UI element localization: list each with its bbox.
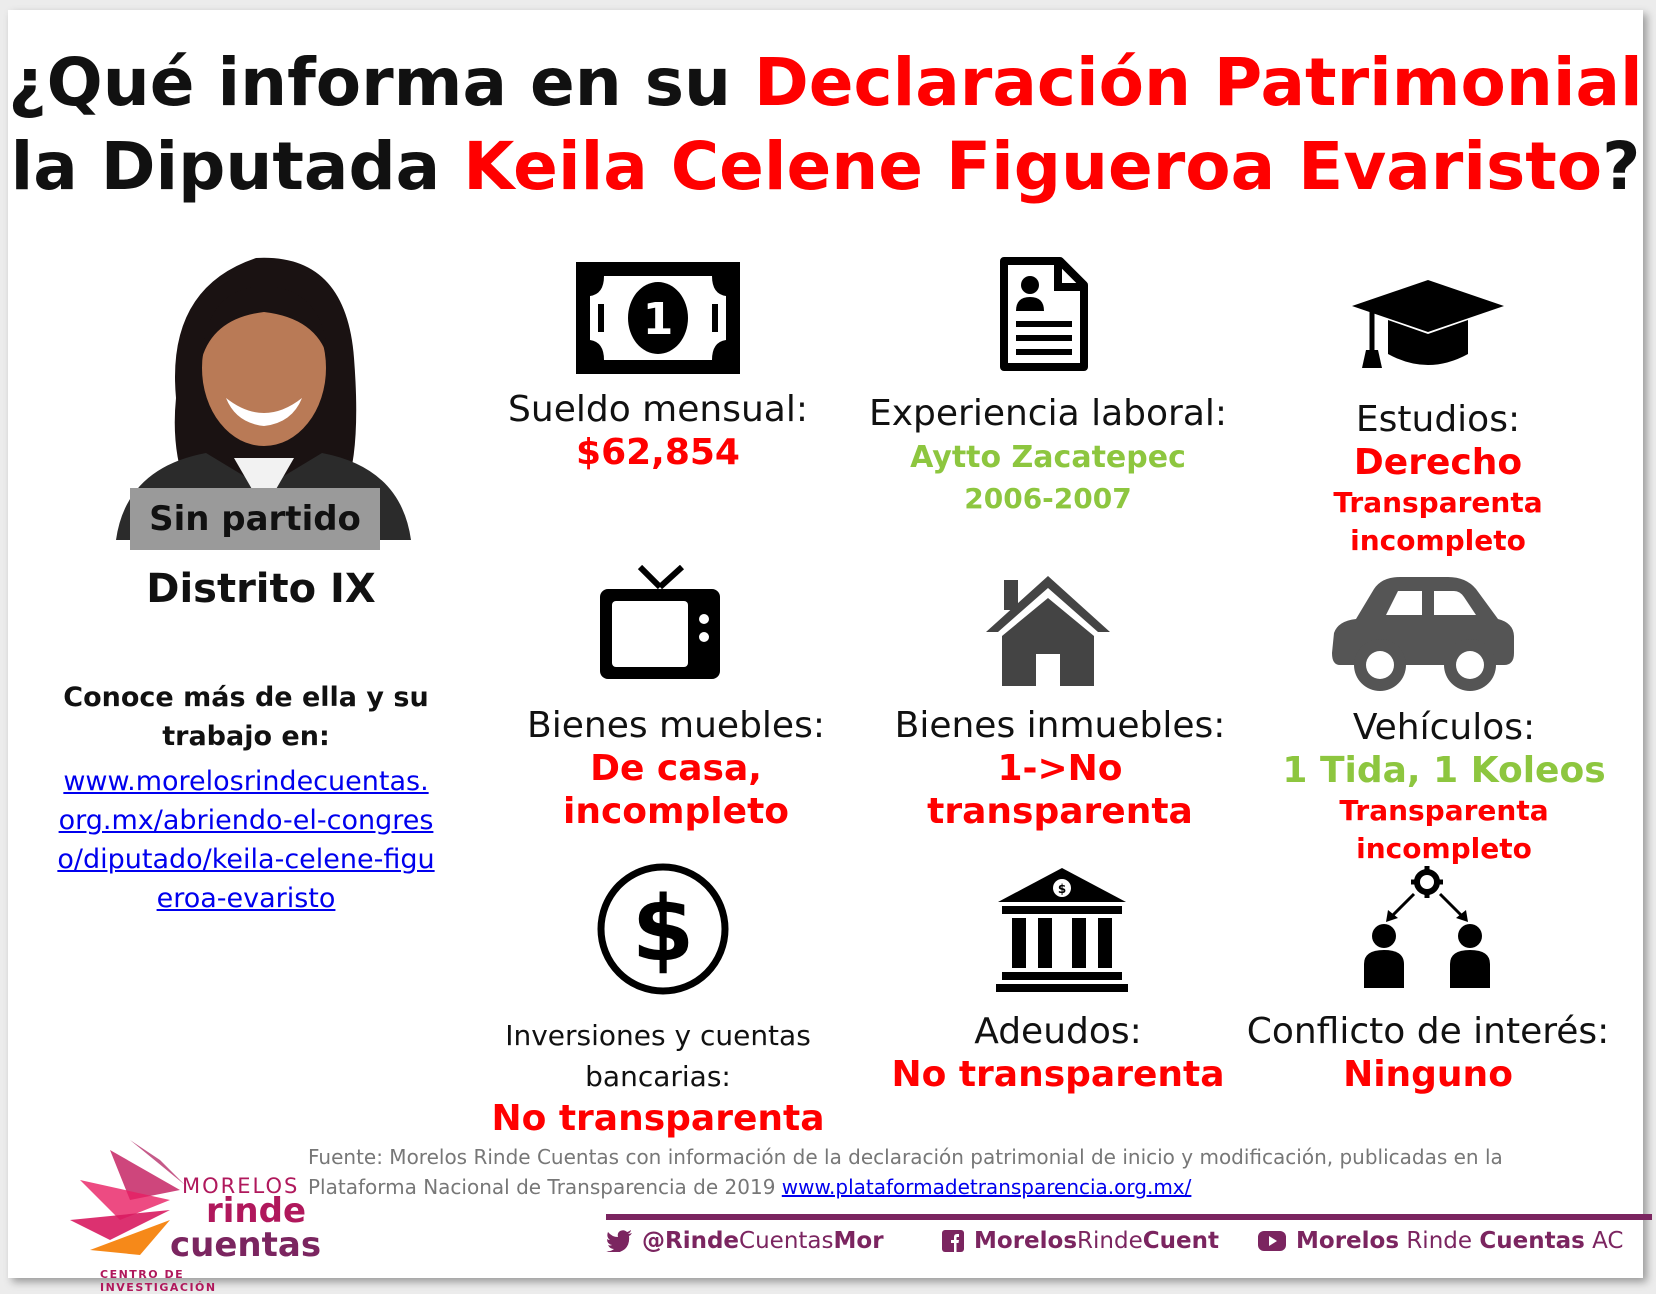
salary-label: Sueldo mensual: bbox=[508, 389, 808, 430]
experience-label: Experiencia laboral: bbox=[868, 393, 1228, 434]
more-info-text: Conoce más de ella y su trabajo en: bbox=[63, 682, 429, 753]
footer-divider bbox=[606, 1214, 1652, 1220]
logo-subtitle: CENTRO DE INVESTIGACIÓN bbox=[100, 1268, 217, 1294]
debts-value: No transparenta bbox=[891, 1054, 1225, 1096]
studies-value: Derecho bbox=[1353, 442, 1523, 484]
twitter-part: Mor bbox=[833, 1228, 884, 1254]
source-link[interactable]: www.plataformadetransparencia.org.mx/ bbox=[781, 1175, 1192, 1199]
party-badge: Sin partido bbox=[130, 488, 380, 550]
real-estate-item bbox=[870, 704, 1250, 834]
conflict-value: Ninguno bbox=[1343, 1054, 1513, 1096]
bank-icon bbox=[996, 866, 1128, 994]
district-label: Distrito IX bbox=[146, 566, 376, 612]
facebook-part: Cuent bbox=[1142, 1228, 1219, 1254]
source-note bbox=[308, 1142, 1538, 1202]
people-conflict-icon bbox=[1362, 866, 1492, 988]
vehicles-value: 1 Tida, 1 Koleos bbox=[1282, 750, 1606, 792]
logo-rinde: rinde bbox=[206, 1191, 307, 1231]
money-bill-icon bbox=[576, 262, 740, 374]
infographic-card bbox=[8, 10, 1643, 1294]
svg-text:$: $ bbox=[1057, 882, 1067, 896]
salary-value: $62,854 bbox=[576, 432, 740, 474]
experience-value: Aytto Zacatepec bbox=[910, 440, 1186, 476]
twitter-icon bbox=[606, 1230, 632, 1252]
real-estate-value: 1->No transparenta bbox=[927, 748, 1193, 833]
vehicles-note: Transparenta incompleto bbox=[1339, 794, 1549, 866]
facebook-icon bbox=[942, 1230, 964, 1252]
logo-morelos: MORELOS bbox=[182, 1174, 300, 1198]
profile-link[interactable]: www.morelosrindecuentas.org.mx/abriendo-el-congreso/diputado/keila-celene-figueroa-evaristo bbox=[57, 766, 435, 915]
resume-document-icon bbox=[998, 255, 1090, 373]
movable-assets-value: De casa, incompleto bbox=[562, 748, 790, 833]
vehicles-label: Vehículos: bbox=[1352, 707, 1536, 748]
graduation-cap-icon bbox=[1352, 280, 1504, 370]
youtube-part: Cuentas bbox=[1479, 1228, 1585, 1254]
studies-item bbox=[1248, 398, 1628, 560]
title-text: ¿Qué informa en su bbox=[8, 44, 754, 121]
title-highlight: Declaración Patrimonial bbox=[753, 44, 1643, 121]
investments-value: No transparenta bbox=[491, 1098, 825, 1140]
movable-assets-label: Bienes muebles: bbox=[527, 705, 825, 746]
morelos-rinde-cuentas-logo bbox=[70, 1140, 322, 1294]
investments-item bbox=[448, 1016, 868, 1140]
house-icon bbox=[986, 570, 1110, 686]
facebook-part: Rinde bbox=[1077, 1228, 1143, 1254]
title-text: ? bbox=[1602, 128, 1641, 205]
salary-item bbox=[468, 388, 848, 474]
title-line-2 bbox=[8, 128, 1643, 205]
investments-label: Inversiones y cuentas bancarias: bbox=[505, 1019, 811, 1093]
studies-label: Estudios: bbox=[1355, 399, 1521, 440]
youtube-part: AC bbox=[1584, 1228, 1624, 1254]
movable-assets-item bbox=[486, 704, 866, 834]
youtube-icon bbox=[1258, 1231, 1286, 1251]
youtube-handle[interactable] bbox=[1258, 1228, 1623, 1254]
studies-note: Transparenta incompleto bbox=[1333, 486, 1543, 558]
twitter-part: @Rinde bbox=[642, 1228, 740, 1254]
twitter-part: Cuentas bbox=[739, 1228, 834, 1254]
svg-text:$: $ bbox=[631, 877, 695, 982]
youtube-part: Rinde bbox=[1399, 1228, 1480, 1254]
source-text: Fuente: Morelos Rinde Cuentas con información de la declaración patrimonial de inicio y modificación, publicadas en la Plataforma Nacional de Transparencia de 2019 bbox=[308, 1145, 1503, 1199]
real-estate-label: Bienes inmuebles: bbox=[894, 705, 1226, 746]
facebook-handle[interactable] bbox=[942, 1228, 1219, 1254]
title-line-1 bbox=[8, 44, 1643, 121]
conflict-label: Conflicto de interés: bbox=[1246, 1011, 1610, 1052]
svg-text:1: 1 bbox=[642, 294, 674, 345]
debts-item bbox=[868, 1010, 1248, 1096]
experience-years: 2006-2007 bbox=[964, 482, 1132, 516]
television-icon bbox=[598, 565, 722, 683]
title-text: la Diputada bbox=[10, 128, 464, 205]
vehicles-item bbox=[1254, 706, 1634, 868]
car-icon bbox=[1330, 575, 1516, 695]
debts-label: Adeudos: bbox=[974, 1011, 1142, 1052]
dollar-coin-icon bbox=[596, 862, 730, 996]
facebook-part: Morelos bbox=[974, 1228, 1078, 1254]
experience-item bbox=[858, 392, 1238, 518]
logo-cuentas: cuentas bbox=[170, 1225, 322, 1265]
deputy-name: Keila Celene Figueroa Evaristo bbox=[463, 128, 1603, 205]
youtube-part: Morelos bbox=[1296, 1228, 1400, 1254]
twitter-handle[interactable] bbox=[606, 1228, 884, 1254]
conflict-item bbox=[1238, 1010, 1618, 1096]
